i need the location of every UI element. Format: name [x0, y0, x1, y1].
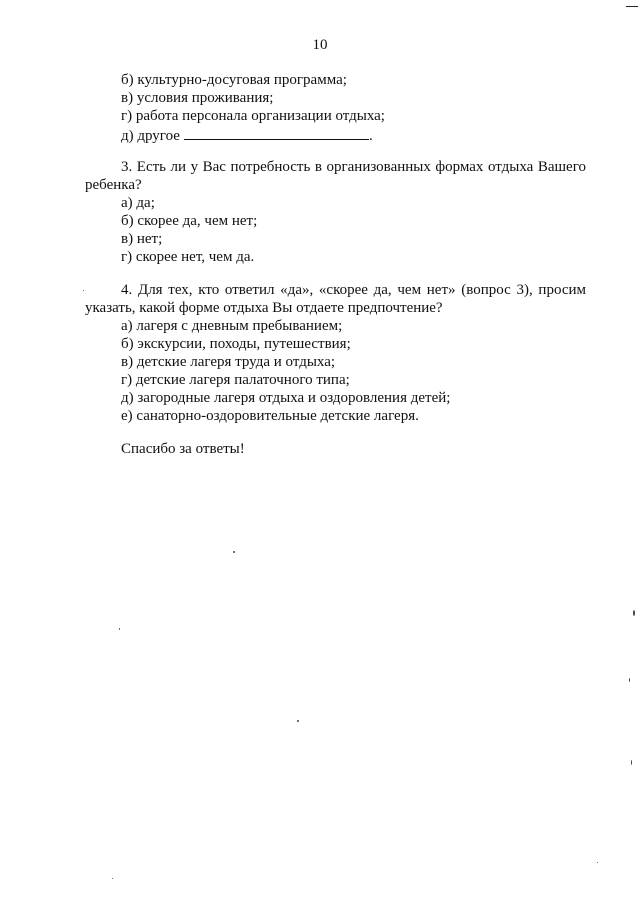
- q4-question-line2: указать, какой форме отдыха Вы отдаете предпочтение?: [85, 300, 443, 316]
- q3-option-g: г) скорее нет, чем да.: [121, 249, 255, 265]
- q3-question-line2: ребенка?: [85, 177, 142, 193]
- q2-option-g: г) работа персонала организации отдыха;: [121, 108, 385, 124]
- scan-speck: [597, 862, 598, 863]
- q2-option-b: б) культурно-досуговая программа;: [121, 72, 347, 88]
- scan-speck: [119, 628, 120, 630]
- page-number: 10: [312, 37, 328, 53]
- q3-option-v: в) нет;: [121, 231, 163, 247]
- closing-thanks: Спасибо за ответы!: [121, 441, 245, 457]
- q4-option-a: а) лагеря с дневным пребыванием;: [121, 318, 343, 334]
- scan-speck: [629, 678, 630, 682]
- q3-option-a: а) да;: [121, 195, 155, 211]
- q3-option-b: б) скорее да, чем нет;: [121, 213, 258, 229]
- q2-option-d-period: .: [368, 128, 373, 144]
- q4-option-v: в) детские лагеря труда и отдыха;: [121, 354, 336, 370]
- q4-question-line1: 4. Для тех, кто ответил «да», «скорее да, чем нет» (вопрос 3), просим: [121, 282, 586, 298]
- q4-option-b: б) экскурсии, походы, путешествия;: [121, 336, 351, 352]
- scan-speck: [83, 290, 84, 291]
- scan-speck: [112, 878, 113, 879]
- scan-speck: [631, 760, 632, 765]
- q2-option-d: [121, 125, 373, 145]
- scan-speck: [633, 610, 635, 616]
- q4-option-g: г) детские лагеря палаточного типа;: [121, 372, 350, 388]
- q2-option-v: в) условия проживания;: [121, 90, 274, 106]
- scan-speck: [233, 551, 235, 553]
- scan-speck: [297, 720, 299, 722]
- q4-option-e: е) санаторно-оздоровительные детские лагеря.: [121, 408, 419, 424]
- q2-option-d-label: д) другое: [121, 128, 180, 144]
- q3-question-line1: 3. Есть ли у Вас потребность в организованных формах отдыха Вашего: [121, 159, 586, 175]
- scan-edge-mark: [626, 6, 638, 7]
- fill-in-blank: [184, 125, 369, 140]
- q4-option-d: д) загородные лагеря отдыха и оздоровления детей;: [121, 390, 451, 406]
